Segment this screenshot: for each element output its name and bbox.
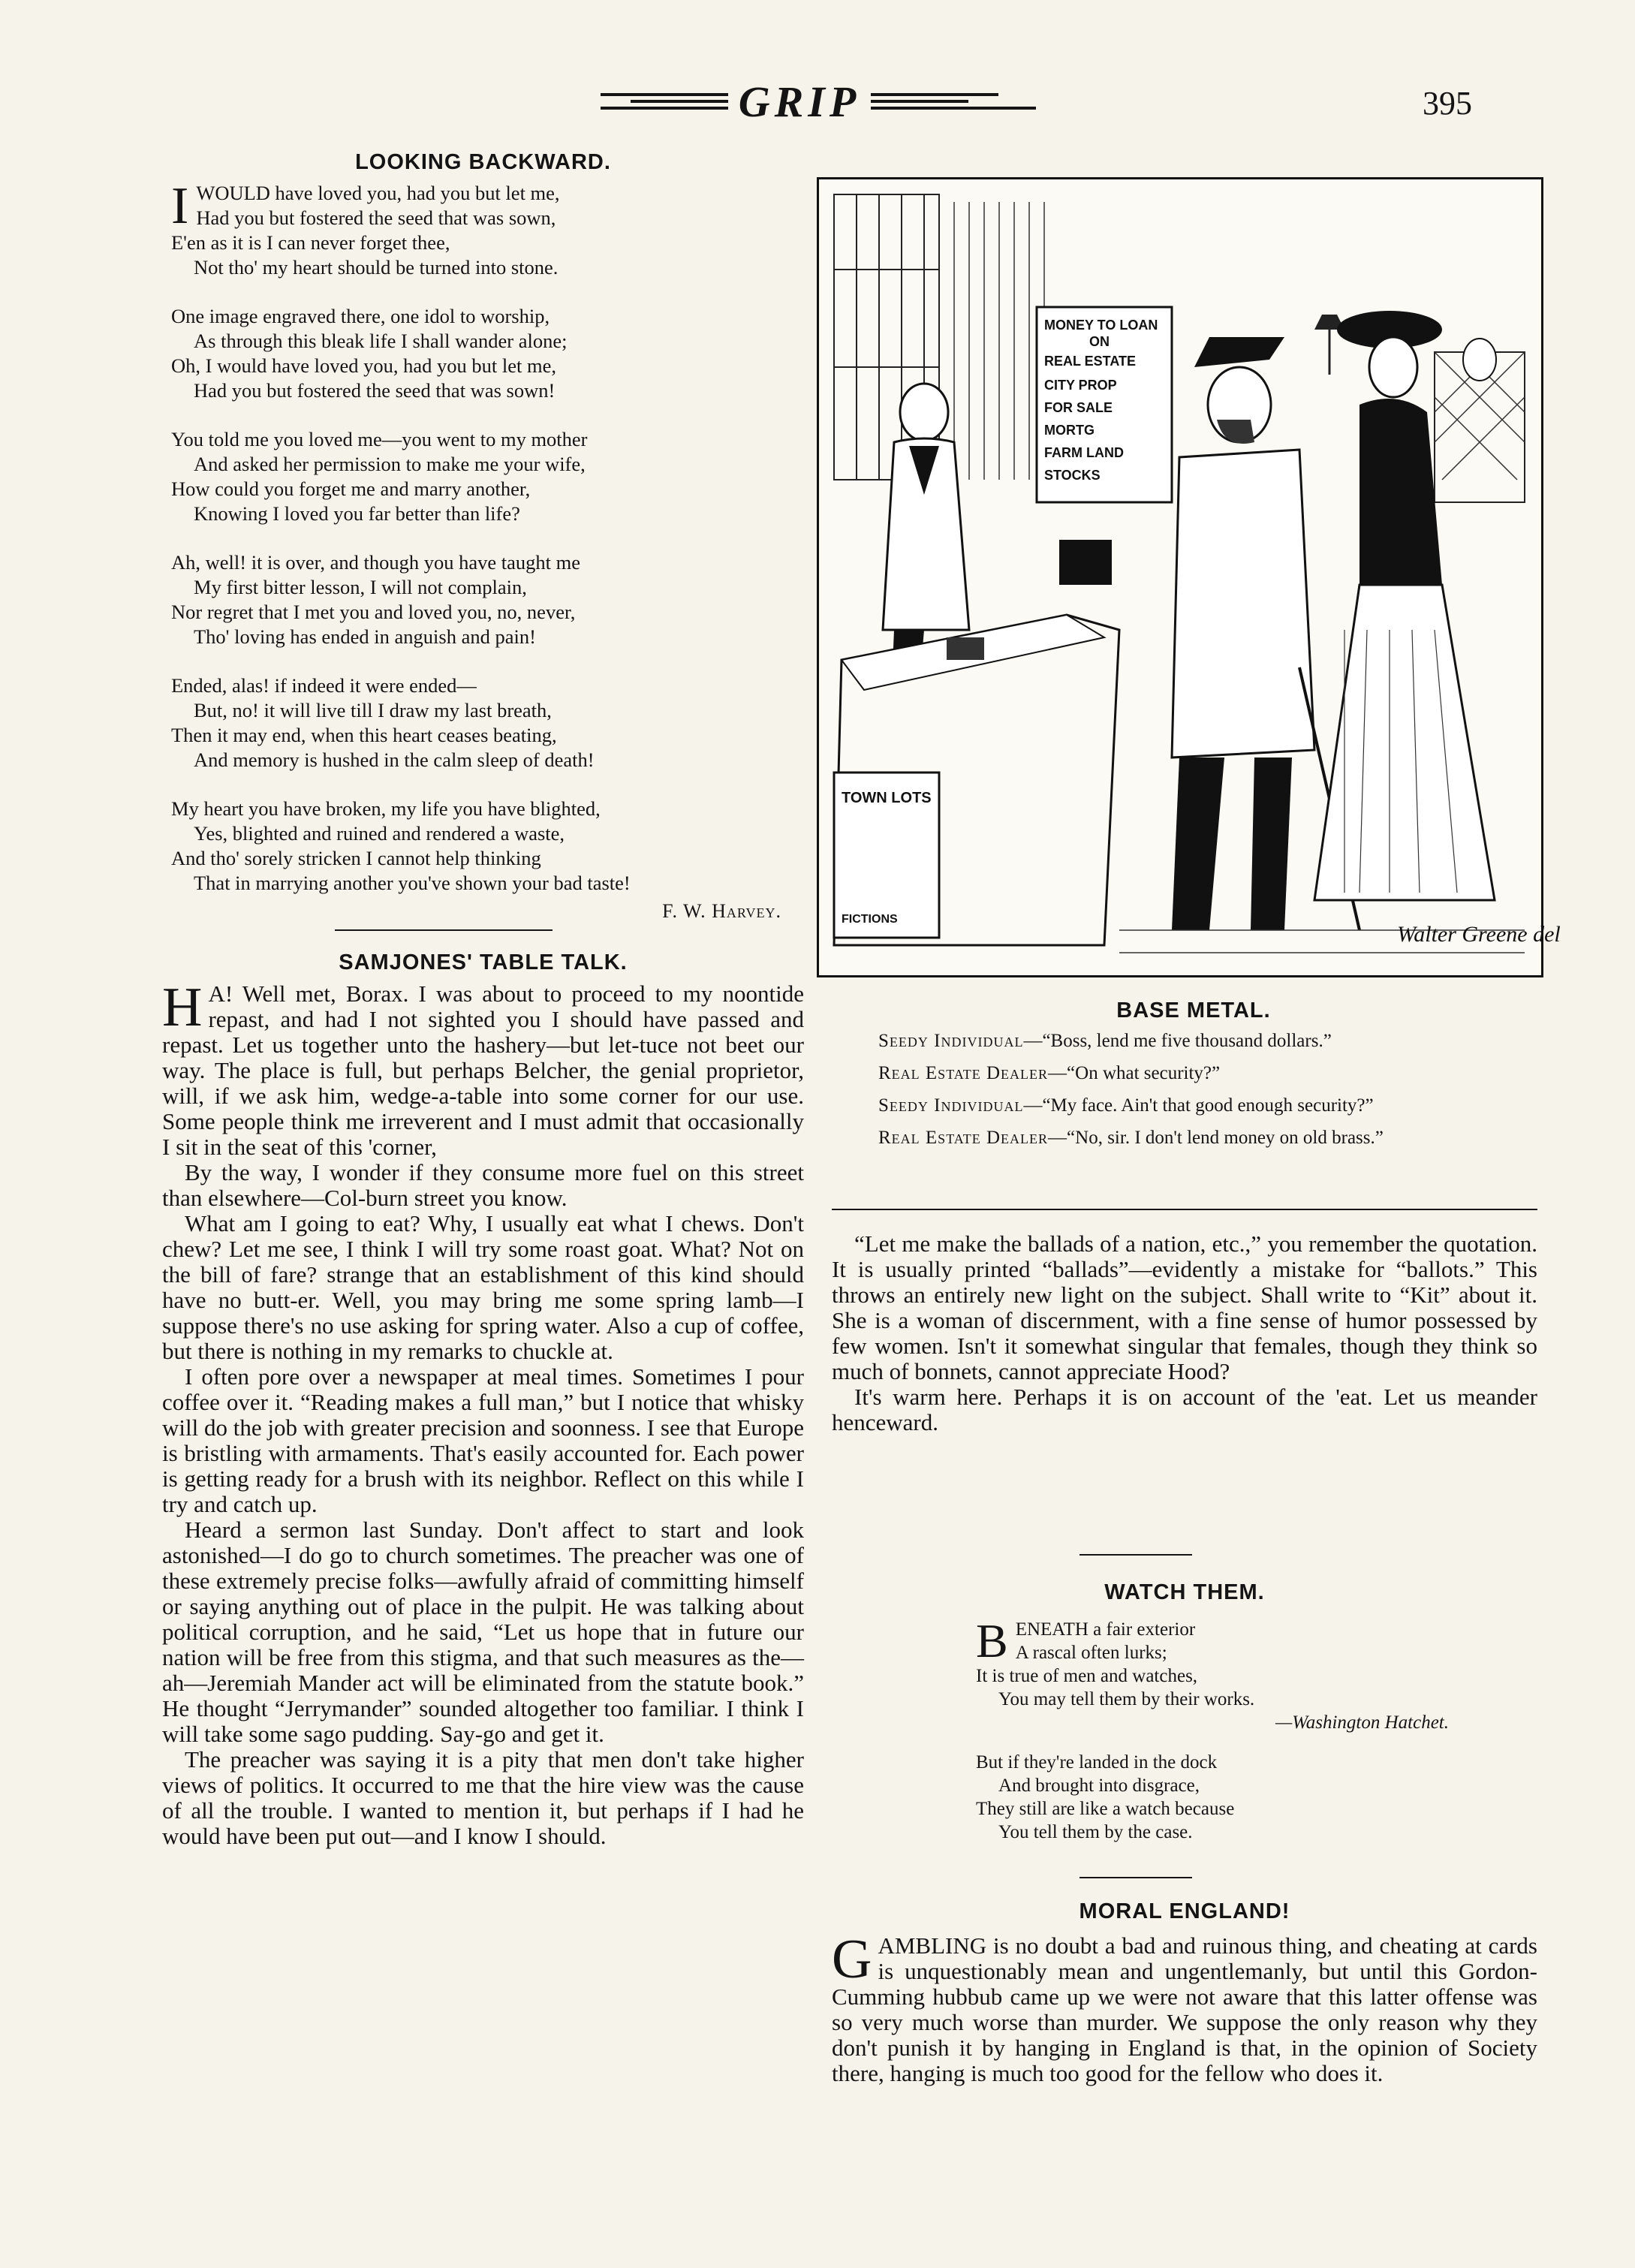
article-title: MORAL ENGLAND! [1079, 1899, 1290, 1923]
poem-title: LOOKING BACKWARD. [355, 150, 611, 174]
section-divider [1079, 1554, 1192, 1556]
article-paragraph: “Let me make the ballads of a nation, etc.,” you remember the quotation. It is usually printed “ballads”—evidently a mistake for “ballots.” This throws an entirely new light on the subject. Shall write to “Kit” about it. She is a woman of discernment, with a fine sense of humor possessed by few women. Isn't it somewhat singular that females, though they think so much of bonnets, cannot appreciate Hood? [832, 1230, 1537, 1384]
dialogue-text: —“My face. Ain't that good enough security?” [1023, 1095, 1374, 1116]
poem-line: E'en as it is I can never forget thee, [171, 231, 450, 254]
article-moral-england [832, 1929, 1537, 2086]
sign-line: CITY PROP [1044, 378, 1117, 393]
article-paragraph: By the way, I wonder if they consume more fuel on this street than elsewhere—Col-burn street you know. [162, 1159, 804, 1211]
dialogue-text: —“Boss, lend me five thousand dollars.” [1023, 1031, 1332, 1051]
article-paragraph: The preacher was saying it is a pity that men don't take higher views of politics. It occurred to me that the hire view was the cause of all the trouble. I wanted to mention it, but perhaps if I had he would have been put out—and I know I should. [162, 1746, 804, 1849]
dialogue-text: —“On what security?” [1048, 1063, 1221, 1083]
article-samjones [162, 977, 804, 1849]
dialogue-speaker: Seedy Individual [878, 1031, 1024, 1051]
poem-line: Ah, well! it is over, and though you have taught me [171, 551, 581, 574]
poem-line: Oh, I would have loved you, had you but let me, [171, 354, 556, 377]
article-paragraph: I often pore over a newspaper at meal times. Sometimes I pour coffee over it. “Reading makes a full man,” but I notice that whisky will do the job with greater precision and soonness. I see that Europe is bristling with armaments. That's easily accounted for. Each power is getting ready for a brush with its neighbor. Reflect on this while I try and catch up. [162, 1363, 804, 1517]
poem-stanza [171, 304, 804, 403]
poem-line: WOULD have loved you, had you but let me, [196, 182, 560, 204]
article-title: SAMJONES' TABLE TALK. [339, 950, 628, 974]
poem-line: You may tell them by their works. [998, 1689, 1255, 1709]
dialogue-text: —“No, sir. I don't lend money on old brass.” [1048, 1128, 1384, 1148]
woman-figure [1314, 311, 1495, 900]
dialogue-line [856, 1126, 1531, 1149]
masthead [571, 79, 1066, 124]
poem-line: My first bitter lesson, I will not complain, [194, 576, 527, 598]
poem-line: They still are like a watch because [976, 1799, 1235, 1819]
poem-line: But, no! it will live till I draw my last breath, [194, 699, 552, 721]
poem-stanza [171, 550, 804, 649]
article-drop-cap: G [832, 1929, 872, 1990]
sign-line: FARM LAND [1044, 445, 1124, 460]
page-number: 395 [1423, 85, 1472, 122]
left-column [162, 150, 804, 1849]
poem-line: And brought into disgrace, [998, 1776, 1200, 1796]
poem-looking-backward [162, 177, 804, 923]
poem-line: Ended, alas! if indeed it were ended— [171, 674, 477, 697]
article-paragraph: GAMBLING is no doubt a bad and ruinous thing, and cheating at cards is unquestionably mean and ungentlemanly, but until this Gordon-Cumming hubbub came up we were not aware that this latter offense was so very much worse than murder. We suppose the only reason why they don't punish it by hanging in England is that, in the opinion of Society there, hanging is much too good for the fellow who does it. [832, 1929, 1537, 2086]
poem-line: Nor regret that I met you and loved you, no, never, [171, 601, 576, 623]
poem-line: Had you but fostered the seed that was sown! [194, 379, 556, 402]
dialogue-line [856, 1029, 1531, 1053]
box-label-bottom: FICTIONS [842, 913, 898, 926]
sign-line: STOCKS [1044, 468, 1101, 483]
masthead-title: GRIP [738, 77, 861, 126]
poem-line: You told me you loved me—you went to my mother [171, 428, 588, 450]
poem-stanza [976, 1614, 1516, 1711]
poem-line: And asked her permission to make me your wife, [194, 453, 586, 475]
caption-title: BASE METAL. [1116, 998, 1271, 1023]
box-label-top: TOWN LOTS [842, 790, 932, 806]
poem-watch-them [976, 1614, 1516, 1844]
article-paragraph: What am I going to eat? Why, I usually eat what I chews. Don't chew? Let me see, I think I will try some roast goat. What? Not on the bill of fare? strange that an establishment of this kind should have no butt-er. Well, you may bring me some spring lamb—I suppose there's no use asking for spring water. Also a cup of coffee, but there is nothing in my remarks to chuckle at. [162, 1210, 804, 1364]
poem-line: Tho' loving has ended in anguish and pain! [194, 625, 536, 648]
dialogue-speaker: Seedy Individual [878, 1095, 1024, 1116]
poem-credit: —Washington Hatchet. [1275, 1712, 1449, 1733]
article-paragraph: It's warm here. Perhaps it is on account of the 'eat. Let us meander henceward. [832, 1384, 1537, 1435]
poem-line: One image engraved there, one idol to worship, [171, 305, 550, 327]
poem-line: But if they're landed in the dock [976, 1752, 1218, 1773]
poem-stanza [171, 797, 804, 896]
section-divider [1079, 1877, 1192, 1878]
poem-stanza [171, 673, 804, 773]
article-samjones-continued [832, 1231, 1537, 1435]
section-divider [335, 929, 553, 931]
poem-line: And memory is hushed in the calm sleep of death! [194, 748, 595, 771]
article-paragraph: H A! Well met, Borax. I was about to proceed to my noontide repast, and had I not sighted you I should have passed and repast. Let us together unto the hashery—but let-tuce not beet our way. The place is full, but perhaps Belcher, the genial proprietor, will, if we ask him, wedge-a-table into some corner for our use. Some people think me irreverent and I must admit that occasionally I sit in the seat of this 'corner, [162, 977, 804, 1160]
poem-author: F. W. Harvey. [662, 900, 781, 922]
poem-line: Knowing I loved you far better than life? [194, 502, 520, 525]
poem-line: That in marrying another you've shown your bad taste! [194, 872, 631, 894]
sign-line: REAL ESTATE [1044, 354, 1137, 369]
masthead-rule-left [601, 93, 728, 110]
cartoon-illustration [817, 177, 1561, 977]
sign-line: MORTG [1044, 423, 1095, 438]
article-drop-cap: H [162, 977, 203, 1038]
poem-stanza [171, 427, 804, 526]
article-paragraph: Heard a sermon last Sunday. Don't affect to start and look astonished—I do go to church sometimes. The preacher was one of these extremely precise folks—awfully afraid of committing himself or saying anything out of place in the pulpit. He was talking about political corruption, and he said, “Let us hope that in future our nation will be free from this stigma, and that such measures as the—ah—Jeremiah Mander act will be eliminated from the statute book.” He thought “Jerrymander” sounded altogether too familiar. I think I will take some sago pudding. Say-go and get it. [162, 1517, 804, 1747]
dialogue-speaker: Real Estate Dealer [878, 1128, 1049, 1148]
poem-line: Not tho' my heart should be turned into stone. [194, 256, 559, 279]
poem-drop-cap: I [171, 177, 189, 235]
poem-line: My heart you have broken, my life you have blighted, [171, 797, 601, 820]
cartoon-drawing [819, 179, 1561, 975]
sign-line: MONEY TO LOAN [1044, 318, 1158, 333]
sign-line: ON [1089, 334, 1110, 349]
poem-line: Yes, blighted and ruined and rendered a waste, [194, 822, 565, 845]
dialogue-line [856, 1062, 1531, 1085]
poem-line: Then it may end, when this heart ceases beating, [171, 724, 557, 746]
poem-line: ENEATH a fair exterior [1015, 1619, 1196, 1640]
artist-signature: Walter Greene del [1397, 922, 1561, 947]
masthead-rule-right [871, 93, 1036, 110]
poem-line: It is true of men and watches, [976, 1666, 1198, 1686]
poem-line: How could you forget me and marry another, [171, 477, 531, 500]
poem-line: Had you but fostered the seed that was sown, [196, 206, 556, 229]
poem-stanza [171, 177, 804, 280]
sign-line: FOR SALE [1044, 400, 1113, 415]
poem-title: WATCH THEM. [1104, 1580, 1265, 1604]
poem-drop-cap: B [976, 1614, 1008, 1667]
cartoon-caption [856, 998, 1531, 1158]
dialogue-speaker: Real Estate Dealer [878, 1063, 1049, 1083]
poem-line: And tho' sorely stricken I cannot help thinking [171, 847, 541, 869]
poem-line: A rascal often lurks; [1015, 1643, 1167, 1663]
dialogue-line [856, 1094, 1531, 1117]
poem-line: You tell them by the case. [998, 1822, 1193, 1842]
poem-stanza [976, 1751, 1516, 1844]
section-divider [832, 1209, 1537, 1210]
poem-line: As through this bleak life I shall wander alone; [194, 330, 568, 352]
